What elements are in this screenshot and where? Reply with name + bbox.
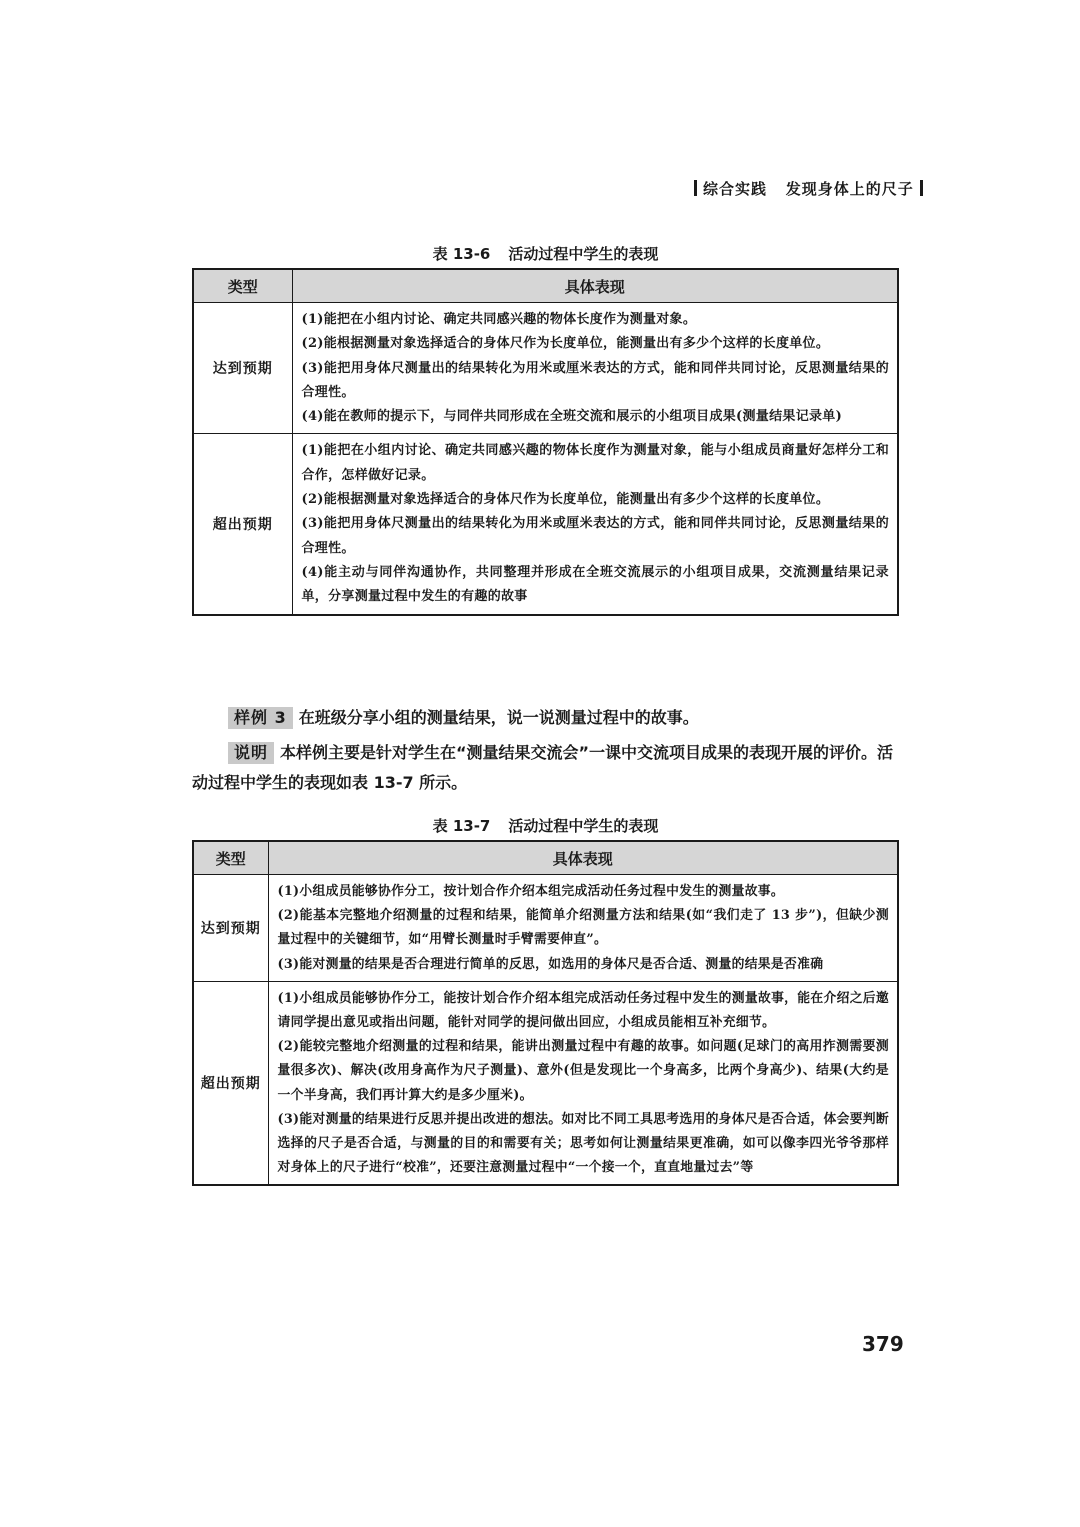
header-right-bar (920, 180, 923, 196)
explanation-paragraph (192, 738, 899, 798)
table-row (193, 434, 898, 615)
header-section: 综合实践 (703, 180, 768, 198)
col-type-header: 类型 (193, 841, 268, 875)
desc-item: (1)能把在小组内讨论、确定共同感兴趣的物体长度作为测量对象。 (301, 312, 697, 327)
running-header (688, 178, 948, 199)
header-left-bar (694, 180, 697, 196)
col-desc-header: 具体表现 (292, 269, 898, 303)
table-row (193, 981, 898, 1185)
table-13-7 (192, 840, 899, 1186)
desc-item: (1)小组成员能够协作分工，能按计划合作介绍本组完成活动任务过程中发生的测量故事，能在介绍之后邀请同学提出意见或指出问题，能针对同学的提问做出回应，小组成员能相互补充细节。 (277, 990, 889, 1031)
row-type: 超出预期 (193, 434, 292, 615)
row-type: 达到预期 (193, 303, 292, 434)
table-13-6 (192, 268, 899, 616)
desc-item: (3)能把用身体尺测量出的结果转化为用米或厘米表达的方式，能和同伴共同讨论，反思测量结果的合理性。 (301, 360, 889, 400)
desc-item: (4)能在教师的提示下，与同伴共同形成在全班交流和展示的小组项目成果(测量结果记录单) (301, 409, 843, 425)
desc-item: (3)能把用身体尺测量出的结果转化为用米或厘米表达的方式，能和同伴共同讨论，反思测量结果的合理性。 (301, 516, 889, 556)
desc-item: (2)能基本完整地介绍测量的过程和结果，能简单介绍测量方法和结果(如“我们走了 13 步”)，但缺少测量过程中的关键细节，如“用臂长测量时手臂需要伸直”。 (277, 908, 889, 948)
row-type: 达到预期 (193, 875, 268, 982)
caption-number: 表 13-7 (432, 817, 491, 835)
example-paragraph (192, 703, 899, 733)
desc-item: (1)小组成员能够协作分工，按计划合作介绍本组完成活动任务过程中发生的测量故事。 (277, 884, 784, 899)
row-desc (292, 303, 898, 434)
row-type: 超出预期 (193, 981, 268, 1185)
col-desc-header: 具体表现 (268, 841, 898, 875)
row-desc (268, 981, 898, 1185)
table-header-row (193, 841, 898, 875)
table-header-row (193, 269, 898, 303)
desc-item: (2)能根据测量对象选择适合的身体尺作为长度单位，能测量出有多少个这样的长度单位。 (301, 336, 830, 352)
page-number: 379 (862, 1332, 904, 1356)
caption-title: 活动过程中学生的表现 (508, 245, 659, 263)
explanation-text: 本样例主要是针对学生在“测量结果交流会”一课中交流项目成果的表现开展的评价。活动过程中学生的表现如表 13-7 所示。 (192, 743, 894, 792)
header-title: 发现身体上的尺子 (785, 180, 914, 198)
desc-item: (2)能根据测量对象选择适合的身体尺作为长度单位，能测量出有多少个这样的长度单位。 (301, 492, 830, 508)
desc-item: (3)能对测量的结果进行反思并提出改进的想法。如对比不同工具思考选用的身体尺是否合适，体会要判断选择的尺子是否合适，与测量的目的和需要有关；思考如何让测量结果更准确，如可以像李四光爷爷那样对身体上的尺子进行“校准”，还要注意测量过程中“一个接一个，直直地量过去”等 (277, 1111, 889, 1176)
desc-item: (4)能主动与同伴沟通协作，共同整理并形成在全班交流展示的小组项目成果，交流测量结果记录单，分享测量过程中发生的有趣的故事 (301, 564, 889, 605)
row-desc (268, 875, 898, 982)
table-row (193, 875, 898, 982)
desc-item: (3)能对测量的结果是否合理进行简单的反思，如选用的身体尺是否合适、测量的结果是否准确 (277, 956, 824, 972)
desc-item: (2)能较完整地介绍测量的过程和结果，能讲出测量过程中有趣的故事。如问题(足球门的高用拃测需要测量很多次)、解决(改用身高作为尺子测量)、意外(但是发现比一个身高多，比两个身高少)、结果(大约是一个半身高，我们再计算大约是多少厘米)。 (277, 1039, 889, 1103)
example-text: 在班级分享小组的测量结果，说一说测量过程中的故事。 (298, 708, 699, 727)
row-desc (292, 434, 898, 615)
table-13-6-caption (192, 243, 899, 264)
table-row (193, 303, 898, 434)
caption-number: 表 13-6 (432, 245, 491, 263)
col-type-header: 类型 (193, 269, 292, 303)
explanation-tag: 说明 (228, 742, 274, 764)
table-13-7-caption (192, 815, 899, 836)
caption-title: 活动过程中学生的表现 (508, 817, 659, 835)
desc-item: (1)能把在小组内讨论、确定共同感兴趣的物体长度作为测量对象，能与小组成员商量好怎样分工和合作，怎样做好记录。 (301, 443, 889, 483)
example-tag: 样例 3 (228, 707, 293, 729)
